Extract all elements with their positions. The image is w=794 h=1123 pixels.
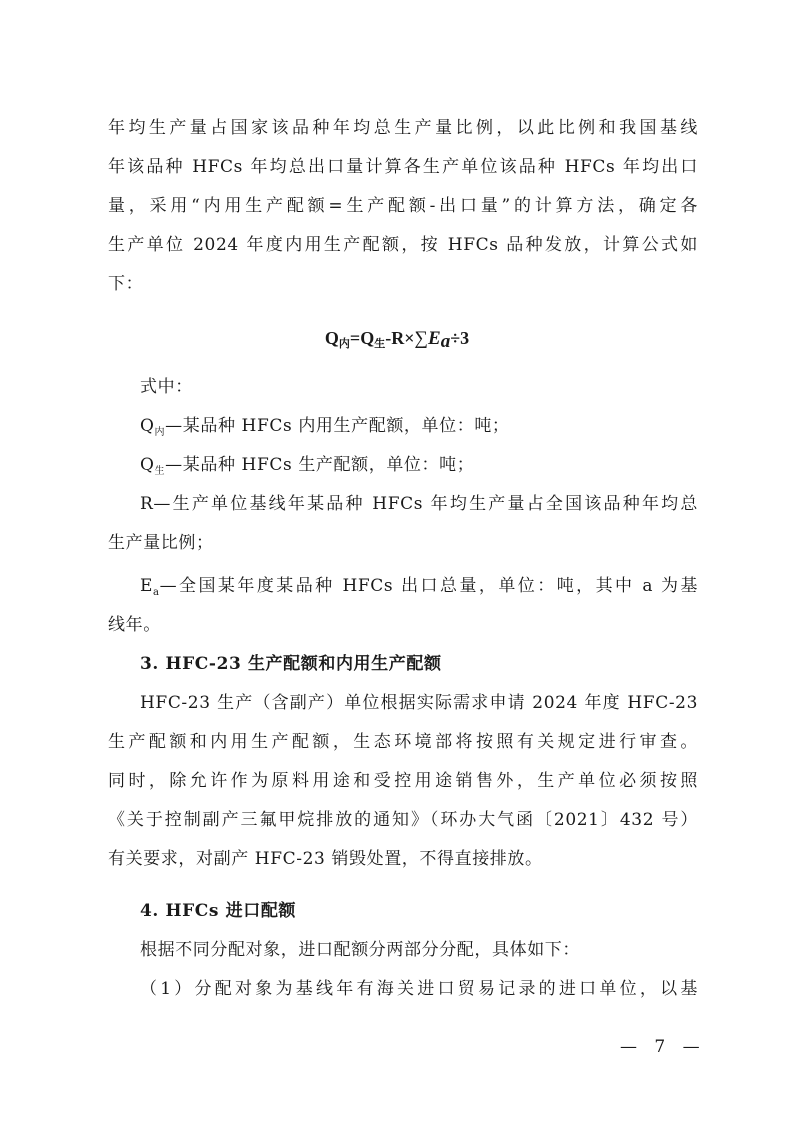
definition-r-line: 生产量比例； (108, 533, 214, 553)
section-4-line: 根据不同分配对象，进口配额分两部分分配，具体如下： (140, 940, 580, 960)
definition-subscript: a (153, 587, 160, 598)
paragraph-line: 下： (108, 274, 144, 294)
definition-text: —全国某年度某品种 HFCs 出口总量，单位：吨，其中 a 为基 (159, 576, 698, 596)
section-3-heading: 3. HFC-23 生产配额和内用生产配额 (140, 654, 442, 674)
section-3-line: 有关要求，对副产 HFC-23 销毁处置，不得直接排放。 (108, 849, 543, 869)
page-number: — 7 — (620, 1037, 706, 1057)
paragraph-line: 年均生产量占国家该品种年均总生产量比例，以此比例和我国基线 (108, 118, 698, 138)
formula-e-symbol: E (428, 328, 441, 349)
definition-symbol: Q (140, 455, 155, 475)
section-3-line: 《关于控制副产三氟甲烷排放的通知》（环办大气函〔2021〕432 号） (108, 810, 698, 830)
formula-equals: = (349, 328, 361, 348)
section-4-heading: 4. HFCs 进口配额 (140, 901, 297, 921)
formula-r-term: -R× (385, 328, 415, 348)
formula-e-subscript: a (440, 331, 451, 352)
formula-q-symbol: Q (360, 328, 375, 348)
section-3-line: 生产配额和内用生产配额，生态环境部将按照有关规定进行审查。 (108, 732, 698, 752)
formula-sigma-symbol: ∑ (414, 328, 428, 349)
definitions-heading: 式中： (140, 377, 193, 397)
paragraph-line: 年该品种 HFCs 年均总出口量计算各生产单位该品种 HFCs 年均出口 (108, 157, 698, 177)
definition-text: —某品种 HFCs 生产配额，单位：吨； (165, 455, 475, 475)
formula-q-symbol: Q (324, 328, 339, 348)
section-4-line: （1）分配对象为基线年有海关进口贸易记录的进口单位，以基 (140, 979, 698, 999)
definition-r-line: R—生产单位基线年某品种 HFCs 年均生产量占全国该品种年均总 (140, 494, 698, 514)
paragraph-line: 量，采用“内用生产配额=生产配额-出口量”的计算方法，确定各 (108, 196, 698, 216)
definition-symbol: Q (140, 416, 155, 436)
definition-q-sheng (140, 454, 698, 483)
definition-subscript: 内 (154, 427, 166, 438)
definition-e-line: 线年。 (108, 615, 161, 635)
definition-subscript: 生 (154, 466, 166, 477)
paragraph-line: 生产单位 2024 年度内用生产配额，按 HFCs 品种发放，计算公式如 (108, 235, 698, 255)
formula-q-subscript-nei: 内 (338, 338, 350, 350)
definition-text: —某品种 HFCs 内用生产配额，单位：吨； (165, 416, 510, 436)
formula-q-subscript-sheng: 生 (374, 338, 386, 350)
definition-e (140, 575, 698, 604)
section-3-line: HFC-23 生产（含副产）单位根据实际需求申请 2024 年度 HFC-23 (140, 693, 698, 713)
formula-divide-term: ÷3 (450, 328, 470, 348)
section-3-line: 同时，除允许作为原料用途和受控用途销售外，生产单位必须按照 (108, 771, 698, 791)
definition-symbol: E (140, 576, 154, 596)
definition-q-nei (140, 415, 698, 444)
quota-formula (0, 327, 794, 355)
